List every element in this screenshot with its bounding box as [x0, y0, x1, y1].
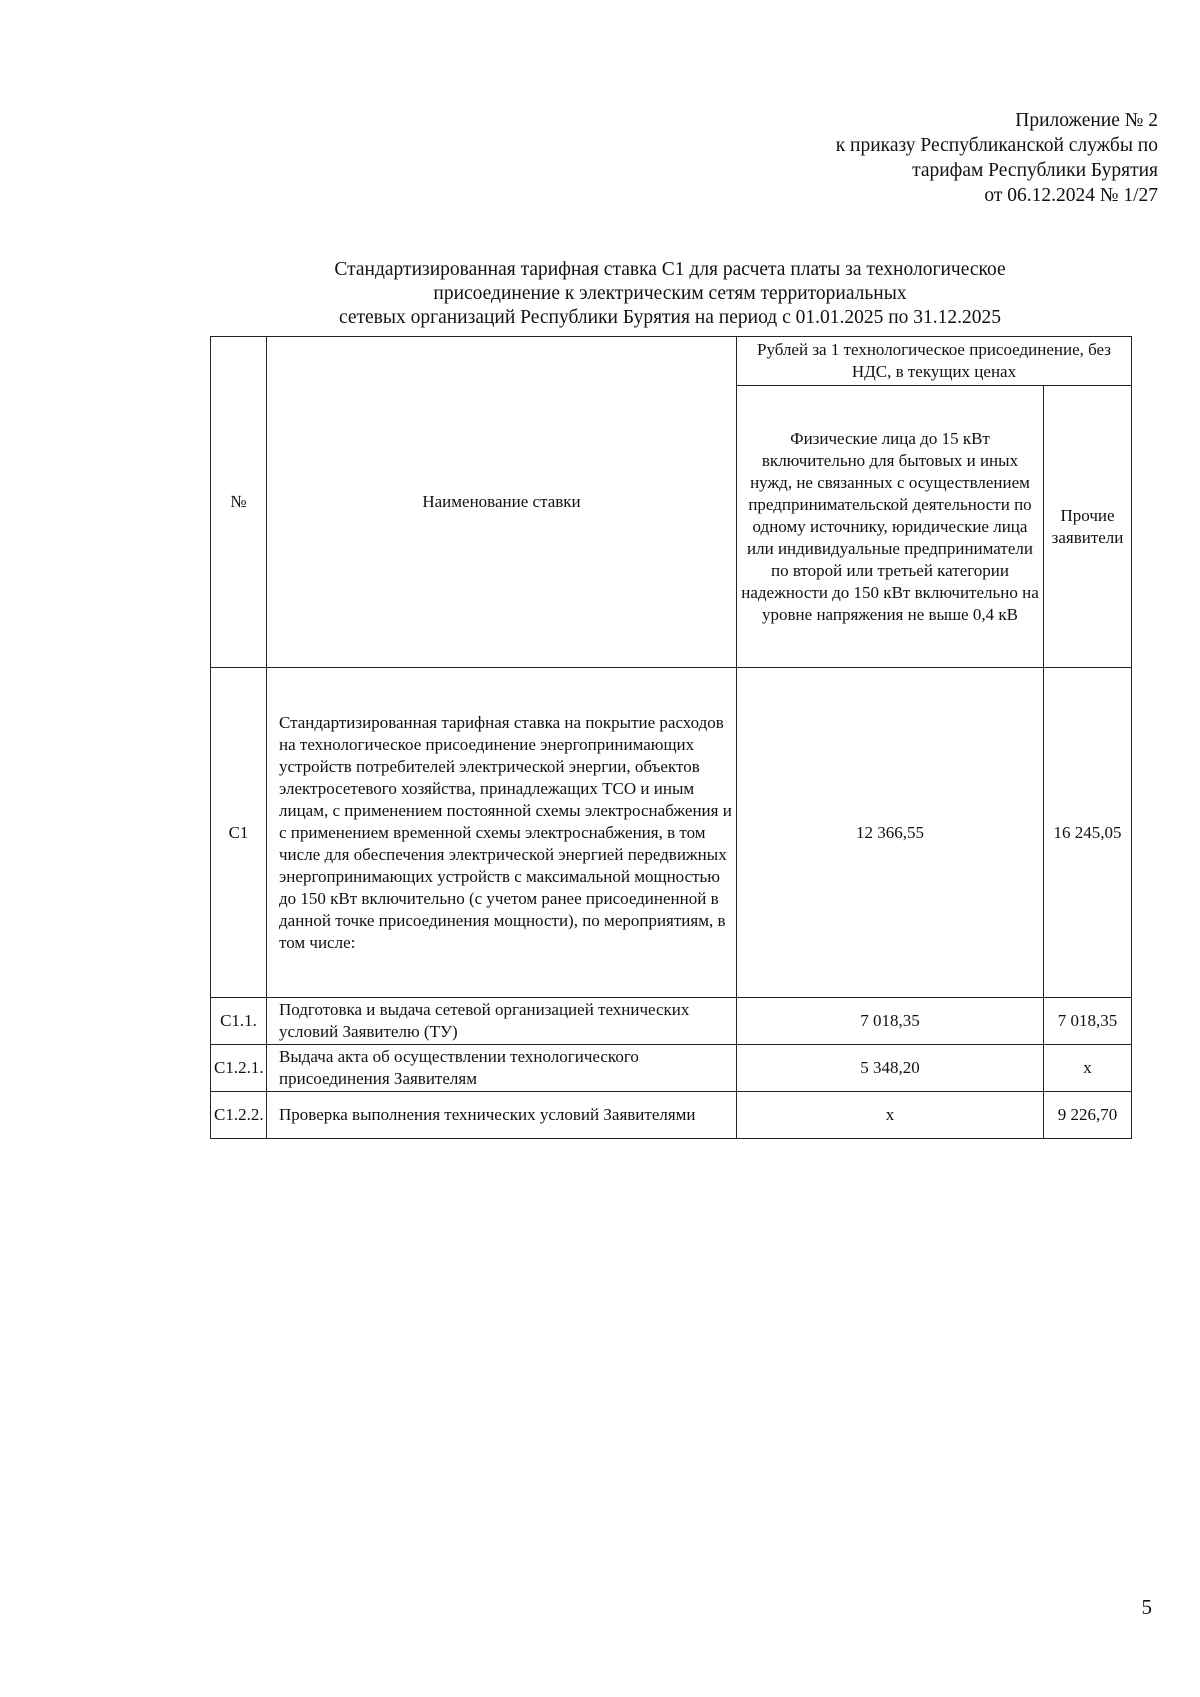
header-col-2: Прочие заявители — [1044, 386, 1132, 668]
row-name: Проверка выполнения технических условий Заявителями — [267, 1092, 737, 1139]
table-row — [211, 1045, 1132, 1092]
row-value-1: х — [737, 1092, 1044, 1139]
rates-table — [210, 336, 1132, 1139]
row-num: С1.1. — [211, 998, 267, 1045]
page-number: 5 — [1141, 1595, 1152, 1619]
header-name: Наименование ставки — [267, 337, 737, 668]
row-value-2: 9 226,70 — [1044, 1092, 1132, 1139]
row-value-1: 5 348,20 — [737, 1045, 1044, 1092]
header-num: № — [211, 337, 267, 668]
appendix-header — [836, 108, 1158, 208]
title-line-1: Стандартизированная тарифная ставка С1 для расчета платы за технологическое — [334, 259, 1006, 280]
header-group: Рублей за 1 технологическое присоединение, без НДС, в текущих ценах — [737, 337, 1132, 386]
title-line-2: присоединение к электрическим сетям территориальных — [433, 283, 907, 304]
document-title — [210, 258, 1130, 330]
table-row — [211, 668, 1132, 998]
appendix-line-3: тарифам Республики Бурятия — [912, 160, 1158, 181]
row-num: С1 — [211, 668, 267, 998]
row-value-1: 12 366,55 — [737, 668, 1044, 998]
row-name: Стандартизированная тарифная ставка на покрытие расходов на технологическое присоединение энергопринимающих устройств потребителей электрической энергии, объектов электросетевого хозяйства, принадлежащих ТСО и иным лицам, с применением постоянной схемы электроснабжения и с применением временной схемы электроснабжения, в том числе для обеспечения электрической энергией передвижных энергопринимающих устройств с максимальной мощностью до 150 кВт включительно (с учетом ранее присоединенной в данной точке присоединения мощности), по мероприятиям, в том числе: — [267, 668, 737, 998]
row-num: С1.2.2. — [211, 1092, 267, 1139]
header-col-1: Физические лица до 15 кВт включительно для бытовых и иных нужд, не связанных с осуществлением предпринимательской деятельности по одному источнику, юридические лица или индивидуальные предприниматели по второй или третьей категории надежности до 150 кВт включительно на уровне напряжения не выше 0,4 кВ — [737, 386, 1044, 668]
appendix-line-2: к приказу Республиканской службы по — [835, 135, 1158, 156]
row-num: С1.2.1. — [211, 1045, 267, 1092]
appendix-line-1: Приложение № 2 — [1015, 110, 1158, 131]
table-row — [211, 1092, 1132, 1139]
row-name: Подготовка и выдача сетевой организацией технических условий Заявителю (ТУ) — [267, 998, 737, 1045]
appendix-line-4: от 06.12.2024 № 1/27 — [984, 185, 1158, 206]
row-value-2: 7 018,35 — [1044, 998, 1132, 1045]
title-line-3: сетевых организаций Республики Бурятия на период с 01.01.2025 по 31.12.2025 — [338, 307, 1002, 328]
header-row-1 — [211, 337, 1132, 386]
row-value-1: 7 018,35 — [737, 998, 1044, 1045]
row-value-2: 16 245,05 — [1044, 668, 1132, 998]
table-row — [211, 998, 1132, 1045]
row-name: Выдача акта об осуществлении технологического присоединения Заявителям — [267, 1045, 737, 1092]
row-value-2: х — [1044, 1045, 1132, 1092]
